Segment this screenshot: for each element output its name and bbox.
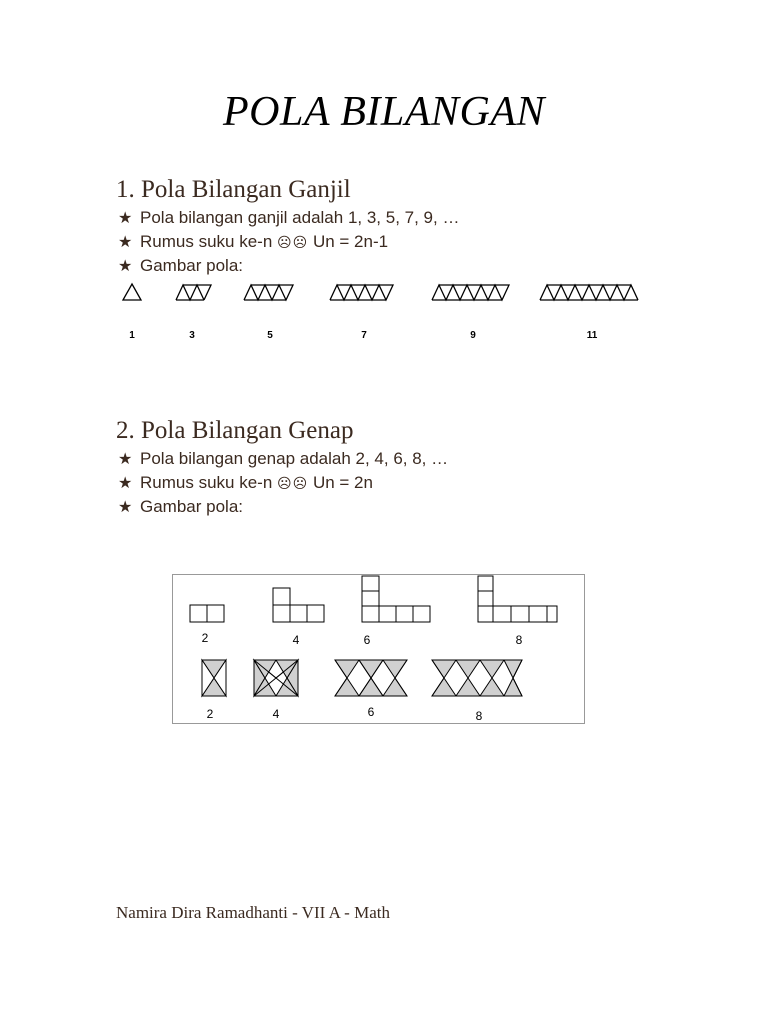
bullet-text: Pola bilangan ganjil adalah 1, 3, 5, 7, 9, … bbox=[140, 208, 460, 227]
bullet-definition-ganjil bbox=[118, 208, 459, 228]
figure-label: 7 bbox=[361, 330, 367, 341]
square-label: 4 bbox=[292, 633, 300, 647]
hourglass-figure-2 bbox=[202, 660, 226, 696]
figure-label: 11 bbox=[586, 330, 598, 341]
bullet-text: Rumus suku ke-n bbox=[140, 473, 273, 492]
star-icon: ★ bbox=[118, 475, 133, 492]
figure-label: 5 bbox=[267, 330, 273, 341]
bullet-text: Pola bilangan genap adalah 2, 4, 6, 8, … bbox=[140, 449, 449, 468]
star-icon: ★ bbox=[118, 234, 133, 251]
square-label: 2 bbox=[201, 631, 209, 645]
even-pattern-figure bbox=[172, 574, 586, 726]
page-title: POLA BILANGAN bbox=[223, 89, 545, 135]
bullet-picture-ganjil bbox=[118, 256, 243, 276]
star-icon: ★ bbox=[118, 451, 133, 468]
figure-label: 9 bbox=[470, 330, 476, 341]
bullet-formula-ganjil bbox=[118, 232, 388, 252]
bullet-definition-genap bbox=[118, 449, 448, 469]
formula-text: Un = 2n bbox=[312, 473, 373, 492]
bullet-formula-genap bbox=[118, 473, 373, 493]
square-label: 6 bbox=[363, 633, 371, 647]
hourglass-label: 2 bbox=[206, 707, 214, 721]
triangle-figure-1 bbox=[123, 284, 141, 300]
bullet-picture-genap bbox=[118, 497, 243, 517]
bullet-text: Rumus suku ke-n bbox=[140, 232, 273, 251]
hourglass-label: 4 bbox=[272, 707, 280, 721]
star-icon: ★ bbox=[118, 258, 133, 275]
star-icon: ★ bbox=[118, 499, 133, 516]
section-heading-ganjil: 1. Pola Bilangan Ganjil bbox=[116, 176, 351, 203]
triangle-figure-5 bbox=[244, 285, 293, 300]
odd-triangle-pattern bbox=[110, 278, 650, 348]
bullet-text: Gambar pola: bbox=[140, 497, 243, 516]
frowning-face-icon: ☹☹ bbox=[277, 234, 309, 250]
triangle-figure-9 bbox=[432, 285, 509, 300]
hourglass-label: 6 bbox=[367, 705, 375, 719]
section-heading-genap: 2. Pola Bilangan Genap bbox=[116, 417, 354, 444]
square-label: 8 bbox=[515, 633, 523, 647]
star-icon: ★ bbox=[118, 210, 133, 227]
hourglass-label: 8 bbox=[475, 709, 483, 723]
triangle-figure-3 bbox=[176, 285, 204, 300]
triangle-figure-11 bbox=[540, 285, 638, 300]
bullet-text: Gambar pola: bbox=[140, 256, 243, 275]
frowning-face-icon: ☹☹ bbox=[277, 475, 309, 491]
author-footer: Namira Dira Ramadhanti - VII A - Math bbox=[116, 903, 390, 922]
figure-label: 1 bbox=[129, 330, 135, 341]
formula-text: Un = 2n-1 bbox=[312, 232, 389, 251]
square-figure-2 bbox=[190, 605, 224, 622]
triangle-figure-7 bbox=[330, 285, 393, 300]
figure-label: 3 bbox=[189, 330, 195, 341]
